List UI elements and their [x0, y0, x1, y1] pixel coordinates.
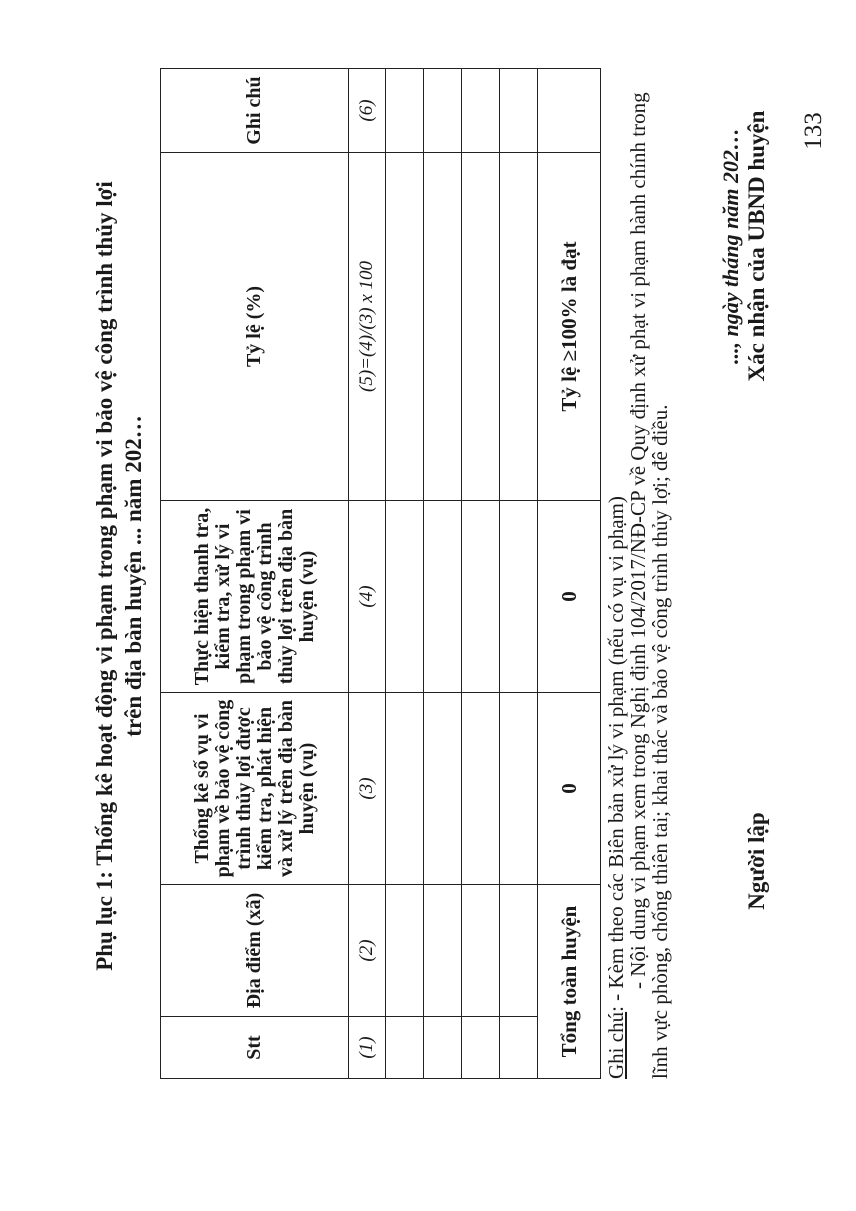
- table-cell: [424, 501, 462, 693]
- table-cell: [462, 501, 500, 693]
- table-cell: [462, 153, 500, 501]
- table-cell: [500, 885, 538, 1017]
- table-row: [386, 69, 424, 1079]
- numbering-cell: (6): [349, 69, 386, 153]
- table-cell: [500, 153, 538, 501]
- table-cell: [462, 1017, 500, 1079]
- note-label: Ghi chú: [604, 1011, 628, 1079]
- table-cell: [424, 153, 462, 501]
- total-rate: Tỷ lệ ≥100% là đạt: [538, 153, 601, 501]
- table-cell: [386, 1017, 424, 1079]
- table-cell: [424, 69, 462, 153]
- header-violation-count: Thống kê số vụ vi phạm về bảo vệ công trình thủy lợi được kiểm tra, phát hiện và xử lý trên địa bàn huyện (vụ): [161, 693, 349, 885]
- note-line-2: - Nội dung vi phạm xem trong Nghị định 104/2017/NĐ-CP về Quy định xử phạt vi phạm hành chính trong lĩnh vực phòng, chống thiên tai; khai thác và bảo vệ công trình thủy lợi; đê điều.: [626, 92, 672, 1079]
- header-stt: Stt: [161, 1017, 349, 1079]
- table-numbering-row: [349, 69, 386, 1079]
- table-cell: [500, 69, 538, 153]
- total-notes: [538, 69, 601, 153]
- table-cell: [424, 885, 462, 1017]
- note-line-1: [605, 69, 627, 1079]
- header-notes: Ghi chú: [161, 69, 349, 153]
- header-rate: Tỷ lệ (%): [161, 153, 349, 501]
- table-row: [462, 69, 500, 1079]
- preparer-signature: Người lập: [744, 812, 769, 910]
- note-line-1-text: : - Kèm theo các Biên bản xử lý vi phạm (nếu có vụ vi phạm): [604, 496, 628, 1012]
- table-cell: [386, 501, 424, 693]
- table-cell: [462, 69, 500, 153]
- numbering-cell: (3): [349, 693, 386, 885]
- title-line-2: trên địa bàn huyện ... năm 202…: [121, 415, 146, 737]
- table-cell: [500, 1017, 538, 1079]
- table-cell: [386, 885, 424, 1017]
- table-cell: [424, 1017, 462, 1079]
- page-title: [90, 101, 148, 1051]
- total-inspection-count: 0: [538, 501, 601, 693]
- table-cell: [424, 693, 462, 885]
- table-cell: [386, 153, 424, 501]
- header-inspection: Thực hiện thanh tra, kiểm tra, xử lý vi phạm trong phạm vi bảo vệ công trình thủy lợi trên địa bàn huyện (vụ): [161, 501, 349, 693]
- total-label: Tổng toàn huyện: [538, 885, 601, 1079]
- statistics-table: [160, 68, 601, 1079]
- notes-block: [605, 69, 671, 1079]
- table-row: [500, 69, 538, 1079]
- table-cell: [462, 693, 500, 885]
- total-violation-count: 0: [538, 693, 601, 885]
- total-row: [538, 69, 601, 1079]
- numbering-cell: (4): [349, 501, 386, 693]
- table-cell: [500, 501, 538, 693]
- page-number: 133: [800, 112, 827, 150]
- table-cell: [386, 69, 424, 153]
- table-cell: [500, 693, 538, 885]
- approver-signature: Xác nhận của UBND huyện: [744, 110, 769, 382]
- date-line: ..., ngày tháng năm 202…: [718, 128, 743, 364]
- table-header-row: [161, 69, 349, 1079]
- numbering-cell: (2): [349, 885, 386, 1017]
- table-cell: [386, 693, 424, 885]
- title-line-1: Phụ lục 1: Thống kê hoạt động vi phạm trong phạm vi bảo vệ công trình thủy lợi: [92, 181, 117, 971]
- table-row: [424, 69, 462, 1079]
- numbering-cell: (5)=(4)/(3) x 100: [349, 153, 386, 501]
- header-location: Địa điểm (xã): [161, 885, 349, 1017]
- table-cell: [462, 885, 500, 1017]
- numbering-cell: (1): [349, 1017, 386, 1079]
